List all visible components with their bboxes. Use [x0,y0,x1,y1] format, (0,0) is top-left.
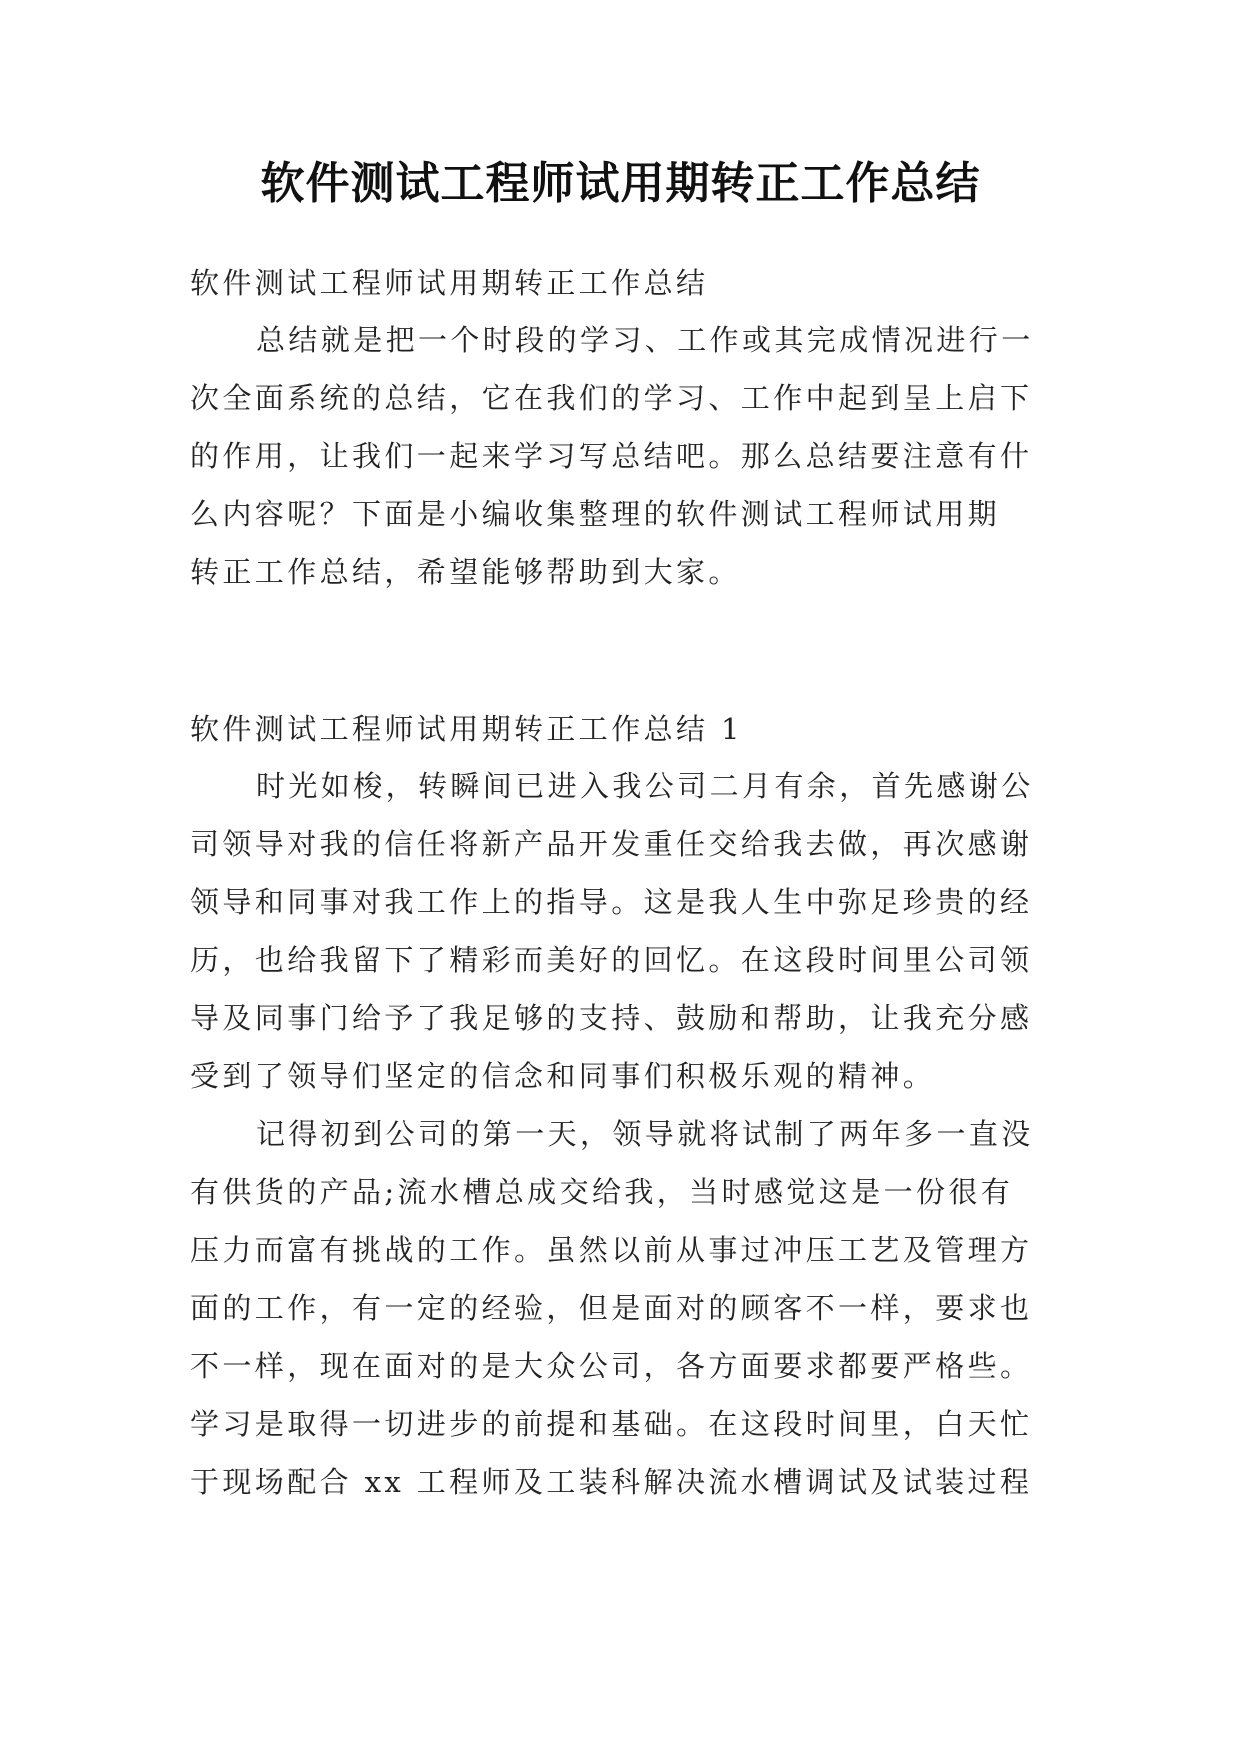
s1p2-line-5: 不一样，现在面对的是大众公司，各方面要求都要严格些。 [190,1349,1033,1383]
intro-line-5: 转正工作总结，希望能够帮助到大家。 [190,555,741,589]
intro-heading: 软件测试工程师试用期转正工作总结 [190,266,709,300]
s1p2-line-3: 压力而富有挑战的工作。虽然以前从事过冲压工艺及管理方 [190,1233,1033,1267]
s1p1-line-4: 历，也给我留下了精彩而美好的回忆。在这段时间里公司领 [190,943,1033,977]
intro-line-3: 的作用，让我们一起来学习写总结吧。那么总结要注意有什 [190,439,1033,473]
intro-line-1: 总结就是把一个时段的学习、工作或其完成情况进行一 [256,323,1034,357]
intro-paragraph [190,311,1050,601]
s1p2-line-1: 记得初到公司的第一天，领导就将试制了两年多一直没 [256,1117,1034,1151]
s1p1-line-3: 领导和同事对我工作上的指导。这是我人生中弥足珍贵的经 [190,885,1033,919]
s1p2-line-6: 学习是取得一切进步的前提和基础。在这段时间里，白天忙 [190,1407,1033,1441]
s1p2-line-4: 面的工作，有一定的经验，但是面对的顾客不一样，要求也 [190,1291,1033,1325]
s1p1-line-5: 导及同事门给予了我足够的支持、鼓励和帮助，让我充分感 [190,1001,1033,1035]
s1p1-line-6: 受到了领导们坚定的信念和同事们积极乐观的精神。 [190,1059,936,1093]
document-title: 软件测试工程师试用期转正工作总结 [260,158,981,209]
section1-paragraph-2 [190,1105,1050,1511]
intro-line-4: 么内容呢？下面是小编收集整理的软件测试工程师试用期 [190,497,1001,531]
s1p2-line-7: 于现场配合 xx 工程师及工装科解决流水槽调试及试装过程 [190,1465,1033,1499]
section1-heading: 软件测试工程师试用期转正工作总结 1 [190,712,743,746]
s1p1-line-1: 时光如梭，转瞬间已进入我公司二月有余，首先感谢公 [256,769,1034,803]
intro-line-2: 次全面系统的总结，它在我们的学习、工作中起到呈上启下 [190,381,1033,415]
section1-paragraph-1 [190,757,1050,1105]
s1p1-line-2: 司领导对我的信任将新产品开发重任交给我去做，再次感谢 [190,827,1033,861]
s1p2-line-2: 有供货的产品;流水槽总成交给我，当时感觉这是一份很有 [190,1175,1014,1209]
